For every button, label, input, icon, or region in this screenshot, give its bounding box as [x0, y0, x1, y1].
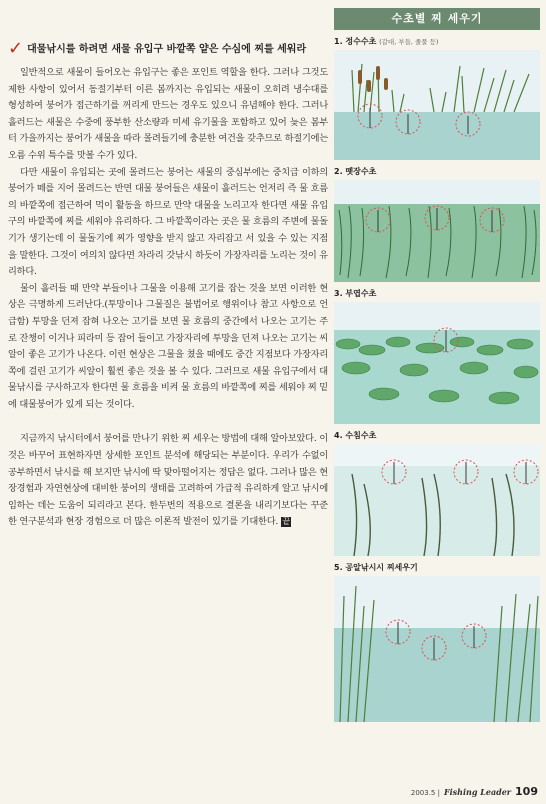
panel-4-label: 4. 수침수초 [334, 431, 377, 440]
floating-leaf-plants-illustration [334, 302, 540, 424]
panel-1-note: (갈대, 부들, 줄풀 등) [379, 38, 439, 46]
article-heading-text: 대물낚시를 하려면 새물 유입구 바깥쪽 얕은 수심에 찌를 세워라 [27, 44, 307, 55]
page-number: 109 [515, 785, 538, 798]
paragraph-4 [8, 431, 328, 531]
article-heading [8, 38, 328, 59]
panel-1-label: 1. 정수수초 [334, 37, 377, 46]
panel-emergent-plants [334, 36, 540, 160]
magazine-brand: Fishing Leader [443, 787, 512, 797]
check-mark-icon: ✓ [8, 38, 24, 59]
article [8, 38, 328, 531]
paragraph-2: 다만 새물이 유입되는 곳에 몰려드는 붕어는 새물의 중심부에는 중치급 이하의 붕어가 떼를 지어 몰려드는 반면 대물 붕어들은 새물이 흘러드는 언저리 즉 물 흐름의 바깥쪽에 접근하여 먹이 활동을 하므로 만약 대물을 노리고자 한다면 새물 유입구의 바깥쪽에 찌를 세워야 유리하다. 그 바깥쪽이라는 곳은 물 흐름의 주변에 물돌기가 생기는데 이 물돌기에 찌가 영향을 받지 않고 자리잡고 서 있을 수 있는 지점을 말한다. 그것이 여의치 않다면 차라리 갓낚시 하듯이 가장자리를 노리는 것이 유리하다. [8, 166, 328, 278]
sod-plants-illustration [334, 180, 540, 282]
issue-date: 2003.5 | [410, 789, 440, 797]
open-water-bobber-illustration [334, 576, 540, 722]
submerged-plants-illustration [334, 444, 540, 556]
panel-sod-plants [334, 166, 540, 282]
sidebar [334, 8, 540, 722]
paragraph-4-text: 지금까지 낚시터에서 붕어를 만나기 위한 찌 세우는 방법에 대해 알아보았다. 이것은 바꾸어 표현하자면 상세한 포인트 분석에 해당되는 부분이다. 우리가 수없이 공부하면서 낚시를 해 보지만 낚시에 딱 맞아떨어지는 정답은 없다. 그러나 많은 현장경험과 자연현상에 대비한 붕어의 생태를 고려하여 가급적 유리하게 알고 낚시에 임하는 데는 도움이 되리라고 본다. 한두번의 적용으로 결론을 내리기보다는 꾸준한 연구분석과 현장 경험으로 더 많은 이론적 발전이 있기를 기대한다. [8, 433, 328, 528]
panel-3-label: 3. 부엽수초 [334, 289, 377, 298]
panel-5-label: 5. 공알낚시시 찌세우기 [334, 563, 418, 572]
paragraph-1: 일반적으로 새물이 들어오는 유입구는 좋은 포인트 역할을 한다. 그러나 그것도 제한 사항이 있어서 동절기부터 이른 봄까지는 유입되는 새물이 오히려 냉수대를 형성하여 붕어가 접근하기를 꺼리게 만드는 경우도 있으니 유념해야 한다. 그러나 흘러드는 새물은 수중에 풍부한 산소량과 미세 유기물을 포함하고 있어 늦은 봄부터 가을까지는 붕어가 새물을 따라 몰려들기에 충분한 여건을 갖추므로 하절기에는 오름 수위 특수를 맛볼 수가 있다. [8, 67, 328, 161]
sidebar-title: 수초별 찌 세우기 [334, 8, 540, 30]
page-footer [411, 785, 538, 798]
panel-2-label: 2. 뗏장수초 [334, 167, 377, 176]
panel-submerged-plants [334, 430, 540, 556]
end-mark-icon: 끝 [282, 517, 290, 527]
paragraph-3: 물이 흘러들 때 만약 부들이나 그물을 이용해 고기를 잡는 것을 보면 이러한 현상은 극명하게 드러난다.(투망이나 그물질은 불법어로 행위이나 참고 사항으로 언급함) 투망을 던져 잡혀 나오는 고기를 보면 물 흐름의 중간에서 나오는 고기는 주로 잔챙이 이거나 피라미 등 잡어 들이고 가장자리에 투망을 던져 나오는 고기는 씨알이 좋은 고기가 나온다. 이런 현상은 그물을 쳤을 때에도 중간 지점보다 가장자리 쪽에 걸린 고기가 씨알이 훨씬 좋은 것을 볼 수 있다. 그러므로 새물 유입구에서 대물낚시를 구사하고자 한다면 물 흐름을 비켜 물 흐름의 바깥쪽에 찌를 세워야 찌 밑에 대물붕어가 있게 되는 것이다. [8, 282, 328, 410]
panel-open-water-bobber [334, 562, 540, 722]
panel-floating-leaf-plants [334, 288, 540, 424]
emergent-plants-illustration [334, 50, 540, 160]
